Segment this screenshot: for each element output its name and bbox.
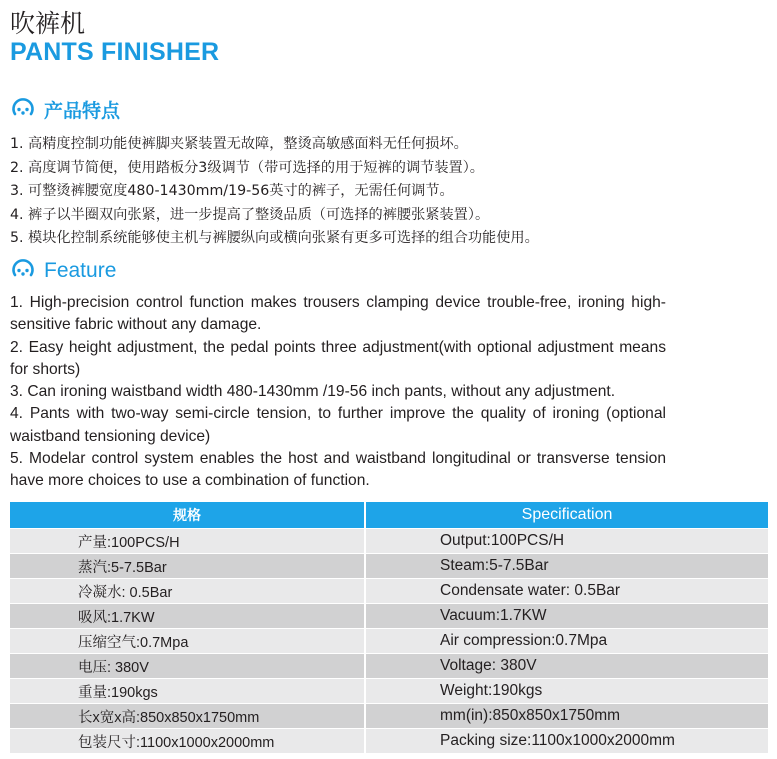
spec-cell-en: Air compression:0.7Mpa (365, 629, 768, 654)
list-item: 4. Pants with two-way semi-circle tension, to further improve the quality of ironing (optional waistband tensioning device) (10, 405, 666, 445)
spec-cell-cn: 电压: 380V (10, 654, 365, 679)
spec-cell-cn: 冷凝水: 0.5Bar (10, 579, 365, 604)
features-en-heading (10, 258, 116, 284)
list-item: 1. 高精度控制功能使裤脚夹紧装置无故障，整烫高敏感面料无任何损坏。 (10, 136, 468, 152)
spec-cell-en: Vacuum:1.7KW (365, 604, 768, 629)
spec-table-header (10, 502, 768, 529)
features-en-heading-text: Feature (44, 259, 117, 282)
spec-cell-en: mm(in):850x850x1750mm (365, 704, 768, 729)
list-item: 5. 模块化控制系统能够使主机与裤腰纵向或横向张紧有更多可选择的组合功能使用。 (10, 230, 539, 246)
spec-cell-en: Weight:190kgs (365, 679, 768, 704)
list-item: 5. Modelar control system enables the host and waistband longitudinal or transverse tension have more choices to use a combination of function. (10, 450, 666, 490)
page-title-en: PANTS FINISHER (10, 38, 220, 66)
spec-header-en: Specification (365, 502, 768, 529)
list-item: 3. 可整烫裤腰宽度480-1430mm/19-56英寸的裤子，无需任何调节。 (10, 183, 454, 199)
spec-table (10, 502, 768, 753)
table-row (10, 579, 768, 604)
table-row (10, 654, 768, 679)
table-row (10, 604, 768, 629)
features-cn-list (10, 133, 770, 251)
half-ring-dots-icon (10, 97, 36, 123)
features-cn-heading (10, 96, 120, 123)
spec-cell-cn: 长x宽x高:850x850x1750mm (10, 704, 365, 729)
page-title-cn: 吹裤机 (10, 9, 86, 38)
spec-cell-cn: 吸风:1.7KW (10, 604, 365, 629)
spec-cell-cn: 压缩空气:0.7Mpa (10, 629, 365, 654)
spec-cell-cn: 重量:190kgs (10, 679, 365, 704)
table-row (10, 554, 768, 579)
table-row (10, 704, 768, 729)
spec-cell-en: Steam:5-7.5Bar (365, 554, 768, 579)
spec-cell-cn: 产量:100PCS/H (10, 529, 365, 554)
spec-cell-cn: 包装尺寸:1100x1000x2000mm (10, 729, 365, 754)
list-item: 2. 高度调节简便，使用踏板分3级调节（带可选择的用于短裤的调节装置）。 (10, 159, 484, 176)
table-row (10, 629, 768, 654)
spec-cell-cn: 蒸汽:5-7.5Bar (10, 554, 365, 579)
half-ring-dots-icon (10, 258, 36, 284)
features-en-list (10, 292, 666, 493)
table-row (10, 679, 768, 704)
list-item: 3. Can ironing waistband width 480-1430mm /19-56 inch pants, without any adjustment. (10, 383, 616, 401)
list-item: 1. High-precision control function makes trousers clamping device trouble-free, ironing high-sensitive fabric without any damage. (10, 294, 666, 334)
features-cn-heading-text: 产品特点 (44, 100, 121, 122)
spec-cell-en: Output:100PCS/H (365, 529, 768, 554)
spec-cell-en: Condensate water: 0.5Bar (365, 579, 768, 604)
list-item: 4. 裤子以半圈双向张紧，进一步提高了整烫品质（可选择的裤腰张紧装置）。 (10, 206, 490, 223)
list-item: 2. Easy height adjustment, the pedal points three adjustment(with optional adjustment means for shorts) (10, 338, 666, 378)
spec-header-cn: 规格 (10, 502, 365, 529)
table-row (10, 729, 768, 754)
spec-cell-en: Voltage: 380V (365, 654, 768, 679)
table-row (10, 529, 768, 554)
spec-cell-en: Packing size:1100x1000x2000mm (365, 729, 768, 754)
